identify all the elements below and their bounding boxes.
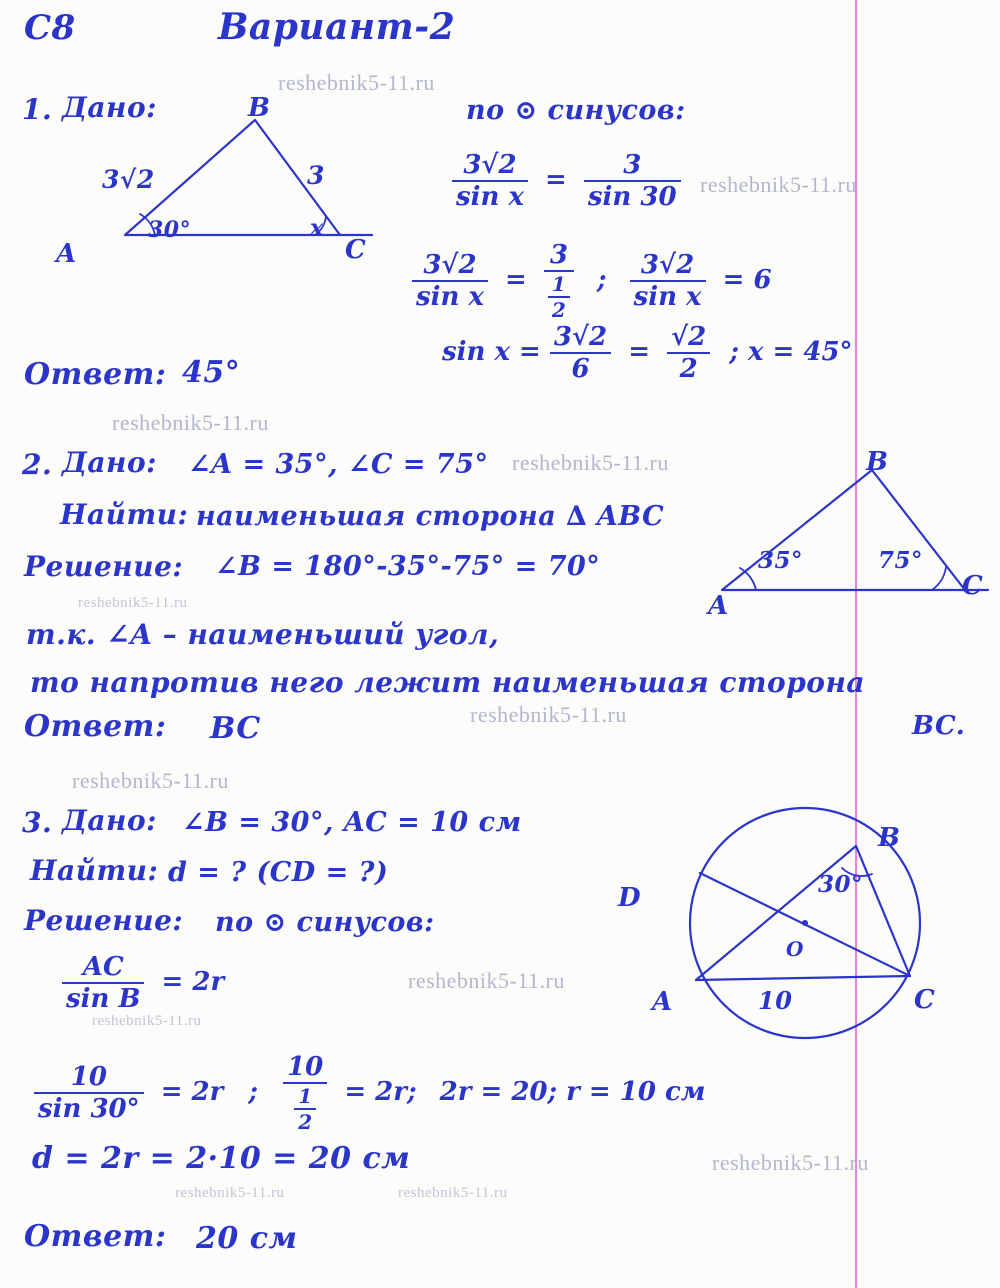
watermark: reshebnik5-11.ru: [78, 595, 188, 611]
problem2-answer-value: BC: [210, 711, 261, 746]
problem1-vertex-b: B: [248, 93, 271, 123]
eq2-separator: ;: [248, 1077, 259, 1107]
problem2-triangle-figure: [700, 455, 990, 610]
watermark: reshebnik5-11.ru: [512, 450, 669, 475]
eq2-separator: ;: [596, 265, 607, 295]
eq2-equals: =: [505, 265, 527, 295]
watermark: reshebnik5-11.ru: [175, 1185, 285, 1201]
problem1-sin-line: [442, 322, 853, 384]
problem3-equation-1: [62, 952, 224, 1014]
eq1-equals: =: [545, 165, 567, 195]
problem2-reason-line2: то напротив него лежит наименьшая сторона: [30, 666, 866, 699]
eq2-right: = 2r: [160, 1077, 224, 1107]
problem1-equation-1: [452, 150, 681, 212]
problem2-angle-c: 75°: [878, 547, 924, 574]
eq3-left-fraction: $\frac{3√2}{\text{sin x}}$: [630, 250, 706, 312]
watermark: reshebnik5-11.ru: [470, 702, 627, 727]
sin-fraction: $\frac{3√2}{6}$: [550, 322, 611, 384]
eq3-right: = 2r;: [344, 1077, 417, 1107]
problem1-angle-c: x: [310, 215, 324, 241]
sin-equals-2: =: [628, 337, 651, 367]
problem1-number: 1.: [22, 93, 53, 126]
problem2-vertex-a: A: [708, 591, 729, 621]
problem3-find-value: d = ? (CD = ?): [168, 857, 389, 888]
problem2-vertex-c: C: [962, 571, 984, 601]
problem1-angle-a: 30°: [148, 217, 192, 243]
problem2-answer-side-note: BC.: [912, 711, 966, 741]
eq3-inner-fraction: $\frac{1}{2}$: [294, 1084, 316, 1134]
sin-line-prefix: sin x =: [442, 337, 541, 367]
eq3-fraction: $\frac{10}{\frac{1}{2}}$: [283, 1052, 327, 1134]
problem3-given-value: ∠B = 30°, AC = 10 см: [182, 807, 522, 838]
watermark: reshebnik5-11.ru: [408, 968, 565, 993]
problem2-vertex-b: B: [866, 447, 889, 477]
eq1-right-fraction: $\frac{3}{\sin 30}$: [584, 150, 681, 212]
problem3-equation-2: [34, 1052, 706, 1134]
watermark: reshebnik5-11.ru: [92, 1013, 202, 1029]
problem2-find-value: наименьшая сторона ∆ ABC: [196, 501, 665, 532]
eq2-right-fraction: $\frac{3}{\frac{1}{2}}$: [544, 240, 574, 322]
eq1-left-fraction: $\frac{3√2}{\text{sin x}}$: [452, 150, 528, 212]
problem3-solution-value: по ⊙ синусов:: [215, 907, 435, 938]
watermark: reshebnik5-11.ru: [712, 1150, 869, 1175]
eq1-fraction: $\frac{AC}{\text{sin B}}$: [62, 952, 144, 1014]
problem2-solution-value: ∠B = 180°-35°-75° = 70°: [215, 551, 601, 582]
problem1-vertex-a: A: [56, 239, 77, 269]
problem3-given-label: Дано:: [62, 804, 157, 837]
problem2-reason-line1: т.к. ∠A – наименьший угол,: [26, 618, 500, 651]
problem1-side-ab: 3√2: [102, 165, 155, 194]
eq3-tail: 2r = 20; r = 10 см: [439, 1077, 706, 1107]
problem3-answer-value: 20 см: [196, 1221, 298, 1256]
problem3-label-b: B: [878, 823, 901, 853]
eq2-fraction: $\frac{10}{\sin 30^\circ}$: [34, 1062, 144, 1124]
problem3-solution-label: Решение:: [24, 904, 184, 937]
problem1-equation-2: [412, 240, 772, 322]
page-header-code: C8: [24, 8, 76, 48]
watermark: reshebnik5-11.ru: [112, 410, 269, 435]
problem3-circle-figure: [660, 828, 960, 1048]
watermark: reshebnik5-11.ru: [398, 1185, 508, 1201]
problem3-label-a: A: [652, 987, 673, 1017]
problem2-angle-a: 35°: [758, 547, 804, 574]
problem1-answer-label: Ответ:: [24, 357, 167, 392]
eq2-right-inner-fraction: $\frac{1}{2}$: [548, 272, 570, 322]
problem3-equation-4: d = 2r = 2·10 = 20 см: [32, 1141, 411, 1176]
problem2-solution-label: Решение:: [24, 550, 184, 583]
watermark: reshebnik5-11.ru: [278, 70, 435, 95]
page-title: Вариант-2: [218, 6, 456, 48]
problem3-answer-label: Ответ:: [24, 1219, 167, 1254]
eq2-left-fraction: $\frac{3√2}{\text{sin x}}$: [412, 250, 488, 312]
problem1-law-line: по ⊙ синусов:: [466, 95, 686, 126]
problem2-find-label: Найти:: [60, 498, 189, 531]
eq3-result: = 6: [722, 265, 772, 295]
problem3-number: 3.: [22, 806, 53, 839]
problem1-answer-value: 45°: [182, 355, 241, 390]
eq1-right: = 2r: [161, 967, 225, 997]
watermark: reshebnik5-11.ru: [72, 768, 229, 793]
sin-fraction-2: $\frac{√2}{2}$: [667, 322, 710, 384]
problem2-answer-label: Ответ:: [24, 709, 167, 744]
problem3-find-label: Найти:: [30, 854, 159, 887]
problem1-vertex-c: C: [345, 235, 367, 265]
problem3-label-d: D: [618, 883, 642, 913]
problem2-given-label: Дано:: [62, 446, 157, 479]
problem1-side-bc: 3: [307, 161, 325, 190]
problem2-given-value: ∠A = 35°, ∠C = 75°: [188, 449, 489, 480]
watermark: reshebnik5-11.ru: [700, 172, 857, 197]
problem1-given-label: Дано:: [62, 91, 157, 124]
problem3-label-o: O: [786, 937, 804, 961]
sin-tail: ; x = 45°: [729, 337, 853, 367]
problem3-chord-ac: 10: [758, 986, 793, 1015]
problem3-label-c: C: [914, 985, 936, 1015]
problem3-angle-b: 30°: [818, 871, 864, 898]
problem2-number: 2.: [22, 448, 53, 481]
